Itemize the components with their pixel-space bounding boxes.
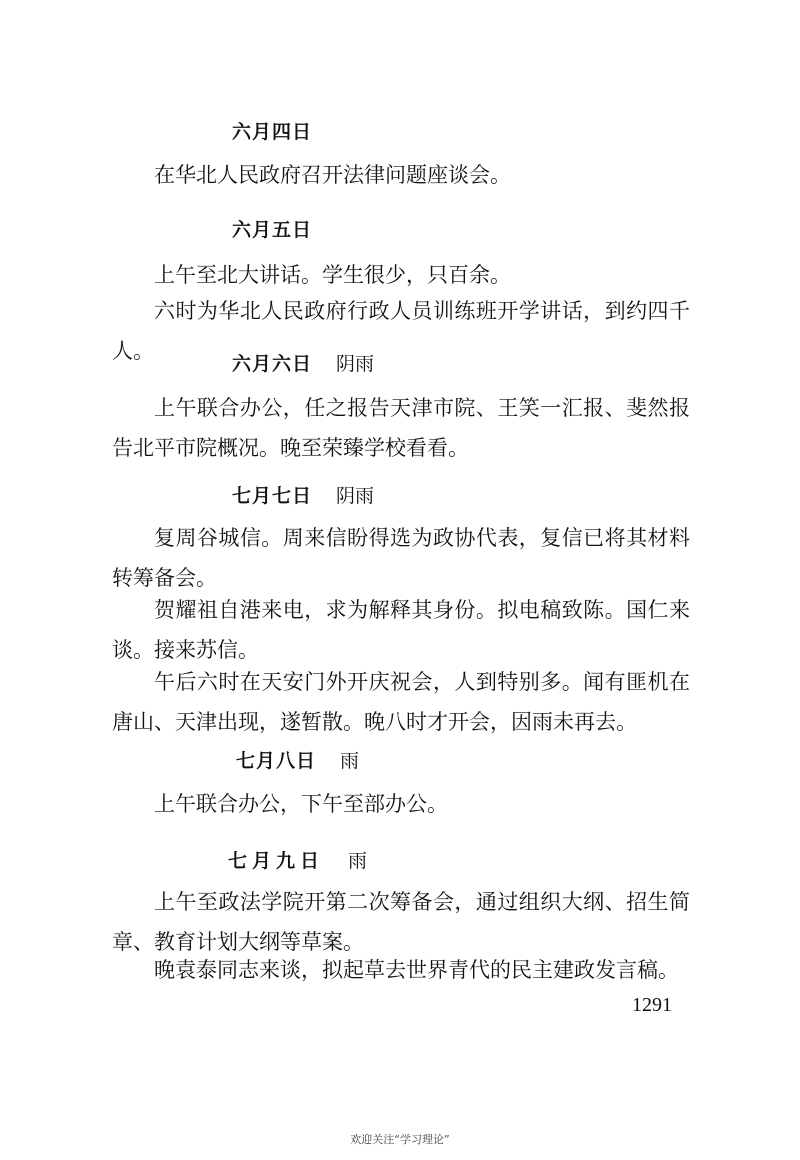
entry-date: [232, 481, 374, 508]
footer-note: 欢迎关注“学习理论”: [350, 1133, 450, 1146]
paragraph: 在华北人民政府召开法律问题座谈会。: [154, 163, 511, 187]
entry-date: [232, 117, 312, 144]
paragraph: 晚袁泰同志来谈，拟起草去世界青代的民主建政发言稿。: [154, 958, 679, 982]
weather-note: 阴雨: [336, 353, 375, 375]
weather-note: 雨: [340, 750, 360, 772]
entry-date-text: 七月七日: [232, 485, 313, 507]
entry-date: [236, 746, 359, 773]
entry-date-text: 七月九日: [228, 850, 325, 872]
page-number: 1291: [632, 994, 672, 1016]
paragraph: 贺耀祖自港来电，求为解释其身份。拟电稿致陈。国仁来谈。接来苏信。: [112, 598, 690, 662]
entry-date-text: 六月四日: [232, 121, 313, 143]
paragraph: 午后六时在天安门外开庆祝会，人到特别多。闻有匪机在唐山、天津出现，遂暂散。晚八时才开会，因雨未再去。: [112, 670, 690, 734]
entry-date: [232, 215, 312, 242]
entry-date: [228, 846, 367, 873]
paragraph: 上午至北大讲话。学生很少，只百余。: [154, 263, 511, 287]
weather-note: 雨: [348, 850, 368, 872]
weather-note: 阴雨: [336, 485, 375, 507]
entry-date-text: 七月八日: [236, 750, 317, 772]
entry-date-text: 六月五日: [232, 219, 313, 241]
paragraph: 上午联合办公，任之报告天津市院、王笑一汇报、斐然报告北平市院概况。晚至荣臻学校看看。: [112, 396, 690, 460]
entry-date-text: 六月六日: [232, 353, 313, 375]
paragraph: 上午联合办公，下午至部办公。: [154, 792, 448, 816]
paragraph: 六时为华北人民政府行政人员训练班开学讲话，到约四千人。: [112, 299, 690, 363]
entry-date: [232, 349, 374, 376]
paragraph: 复周谷城信。周来信盼得选为政协代表，复信已将其材料转筹备会。: [112, 526, 690, 590]
paragraph: 上午至政法学院开第二次筹备会，通过组织大纲、招生简章、教育计划大纲等草案。: [112, 890, 690, 954]
